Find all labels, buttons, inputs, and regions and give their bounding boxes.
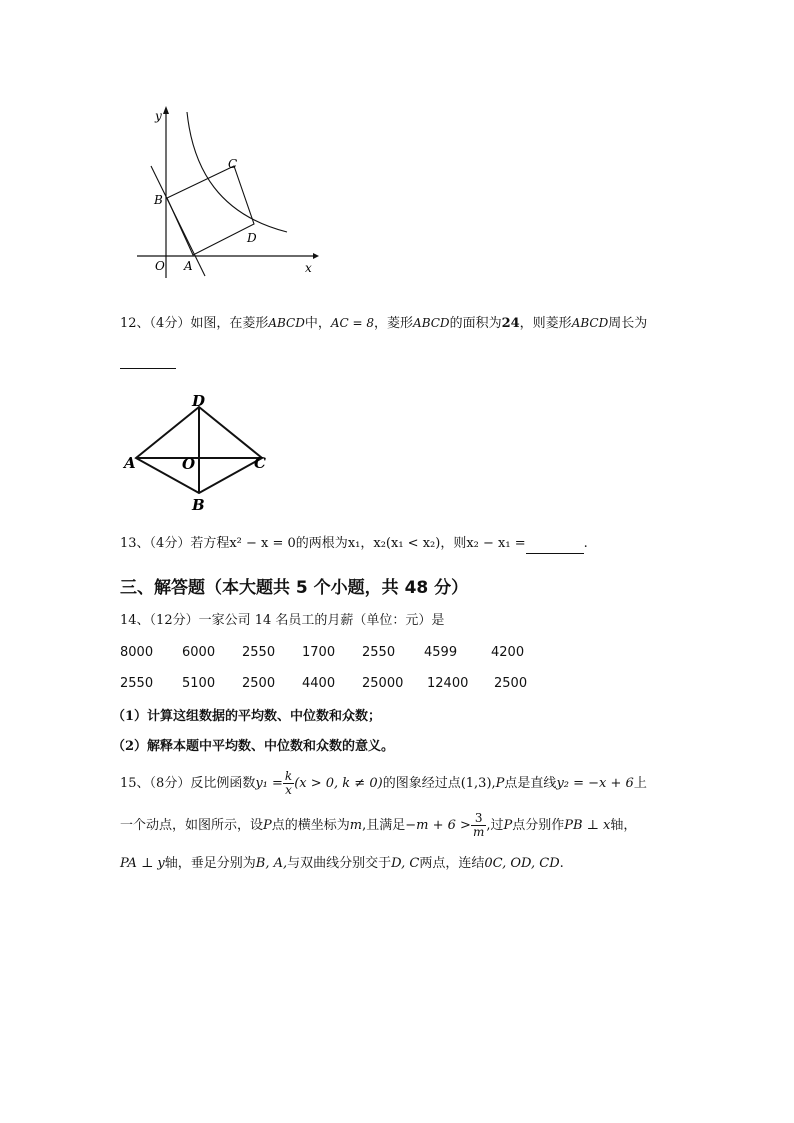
q15-m: m [349, 818, 363, 833]
q12-answer-blank [120, 368, 176, 369]
q15-line3-b: 与双曲线分别交于 [287, 856, 392, 871]
label-a: A [124, 454, 136, 472]
question-12 [120, 313, 647, 334]
salary-cell: 12400 [427, 676, 469, 691]
section-3-title: 三、解答题（本大题共 5 个小题，共 48 分） [120, 578, 469, 598]
q15-t2: , [491, 776, 496, 791]
q15-pa: PA ⊥ y [120, 856, 165, 871]
q15-dc: D, C [391, 856, 420, 871]
q15-p-3: P [503, 818, 513, 833]
label-a: A [184, 259, 193, 273]
q13-sep: ， [360, 536, 374, 551]
question-14-prompt: 14、（12分）一家公司 14 名员工的月薪（单位：元）是 [120, 613, 445, 628]
label-d: D [247, 231, 257, 245]
salary-cell: 8000 [120, 645, 154, 660]
q15-line3-c: 两点，连结 [419, 856, 485, 871]
q15-frac-numerator: k [284, 769, 293, 783]
salary-cell: 4200 [491, 645, 525, 660]
q13-period: . [583, 536, 588, 551]
salary-cell: 1700 [302, 645, 336, 660]
q13-equation: x² − x = 0 [229, 536, 296, 551]
q15-line2-f: 轴， [610, 818, 637, 833]
q15-segments: 0C, OD, CD [484, 856, 560, 871]
q12-area-value: 24 [501, 316, 520, 331]
q15-line2-d: ,过 [486, 818, 504, 833]
q15-inequality: −m + 6 > [405, 818, 471, 833]
salary-cell: 2550 [242, 645, 276, 660]
label-b: B [192, 496, 205, 514]
q15-p-2: P [263, 818, 272, 833]
q13-x2-condition: x₂(x₁ < x₂) [373, 536, 441, 551]
q12-abcd-3: ABCD [571, 316, 609, 330]
q15-prefix: 15、（8分）反比例函数 [120, 776, 256, 791]
q15-frac2-numerator: 3 [471, 812, 486, 826]
q13-then: ，则 [440, 536, 467, 551]
q12-abcd-2: ABCD [413, 316, 450, 330]
q12-comma: ，菱形 [374, 316, 414, 331]
salary-cell: 2500 [494, 676, 528, 691]
q12-area-text: 的面积为 [449, 316, 502, 331]
salary-row-1 [120, 645, 540, 665]
x-axis-arrow [313, 253, 319, 259]
label-c: C [228, 157, 238, 171]
q15-fraction-3-over-m [471, 812, 486, 839]
figure-rhombus [122, 390, 282, 515]
label-y: y [155, 109, 162, 123]
question-13 [120, 534, 588, 554]
q12-mid: 中， [304, 316, 331, 331]
q13-expression: x₂ − x₁ = [466, 536, 526, 551]
q15-y2: y₂ = −x + 6 [556, 776, 634, 791]
q13-answer-blank [526, 539, 584, 554]
q15-fraction-k-over-x [283, 770, 294, 797]
q15-p: P [495, 776, 505, 791]
salary-cell: 4599 [424, 645, 458, 660]
salary-cell: 6000 [182, 645, 216, 660]
q14-part-1: （1）计算这组数据的平均数、中位数和众数； [112, 709, 382, 724]
label-b: B [154, 193, 163, 207]
figure-hyperbola-square [125, 100, 335, 280]
label-o: O [182, 455, 196, 473]
q13-x1: x₁ [347, 536, 361, 551]
label-c: C [254, 454, 266, 472]
q15-line3-d: . [559, 856, 564, 871]
q15-condition: (x > 0, k ≠ 0) [294, 776, 383, 791]
q15-t4: 上 [633, 776, 647, 791]
q12-prefix: 12、（4分）如图，在菱形 [120, 316, 269, 331]
q13-prefix: 13、（4分）若方程 [120, 536, 230, 551]
salary-cell: 2550 [362, 645, 396, 660]
salary-cell: 4400 [302, 676, 336, 691]
q15-y1: y₁ = [255, 776, 283, 791]
q14-part-2: （2）解释本题中平均数、中位数和众数的意义。 [112, 739, 395, 754]
q15-line2-b: 点的横坐标为 [271, 818, 350, 833]
q15-line2-a: 一个动点，如图所示，设 [120, 818, 264, 833]
salary-row-2 [120, 676, 540, 696]
q15-frac2-denominator: m [472, 825, 485, 839]
label-d: D [192, 392, 206, 410]
q15-line2-c: ,且满足 [362, 818, 406, 833]
q15-pb: PB ⊥ x [564, 818, 611, 833]
q15-t1: 的图象经过点 [382, 776, 461, 791]
q15-line2-e: 点分别作 [512, 818, 565, 833]
y-axis-arrow [163, 106, 169, 114]
q15-point: (1,3) [460, 776, 492, 791]
hyperbola-curve [187, 112, 287, 232]
q12-ac: AC = 8 [330, 316, 375, 330]
q15-line-1 [120, 770, 647, 797]
q12-abcd-1: ABCD [268, 316, 305, 330]
q15-frac-denominator: x [285, 783, 292, 797]
q15-t3: 点是直线 [504, 776, 557, 791]
salary-cell: 2500 [242, 676, 276, 691]
q13-mid: 的两根为 [295, 536, 348, 551]
salary-cell: 25000 [362, 676, 404, 691]
q15-ba: B, A, [255, 856, 288, 871]
q15-line3-a: 轴，垂足分别为 [164, 856, 256, 871]
label-o: O [155, 259, 165, 273]
q15-line-3 [120, 852, 564, 876]
salary-cell: 5100 [182, 676, 216, 691]
label-x: x [305, 261, 312, 275]
q12-suffix: ，则菱形 [519, 316, 572, 331]
q12-end: 周长为 [608, 316, 648, 331]
salary-cell: 2550 [120, 676, 154, 691]
q15-line-2 [120, 812, 636, 839]
square-abcd [167, 166, 254, 255]
